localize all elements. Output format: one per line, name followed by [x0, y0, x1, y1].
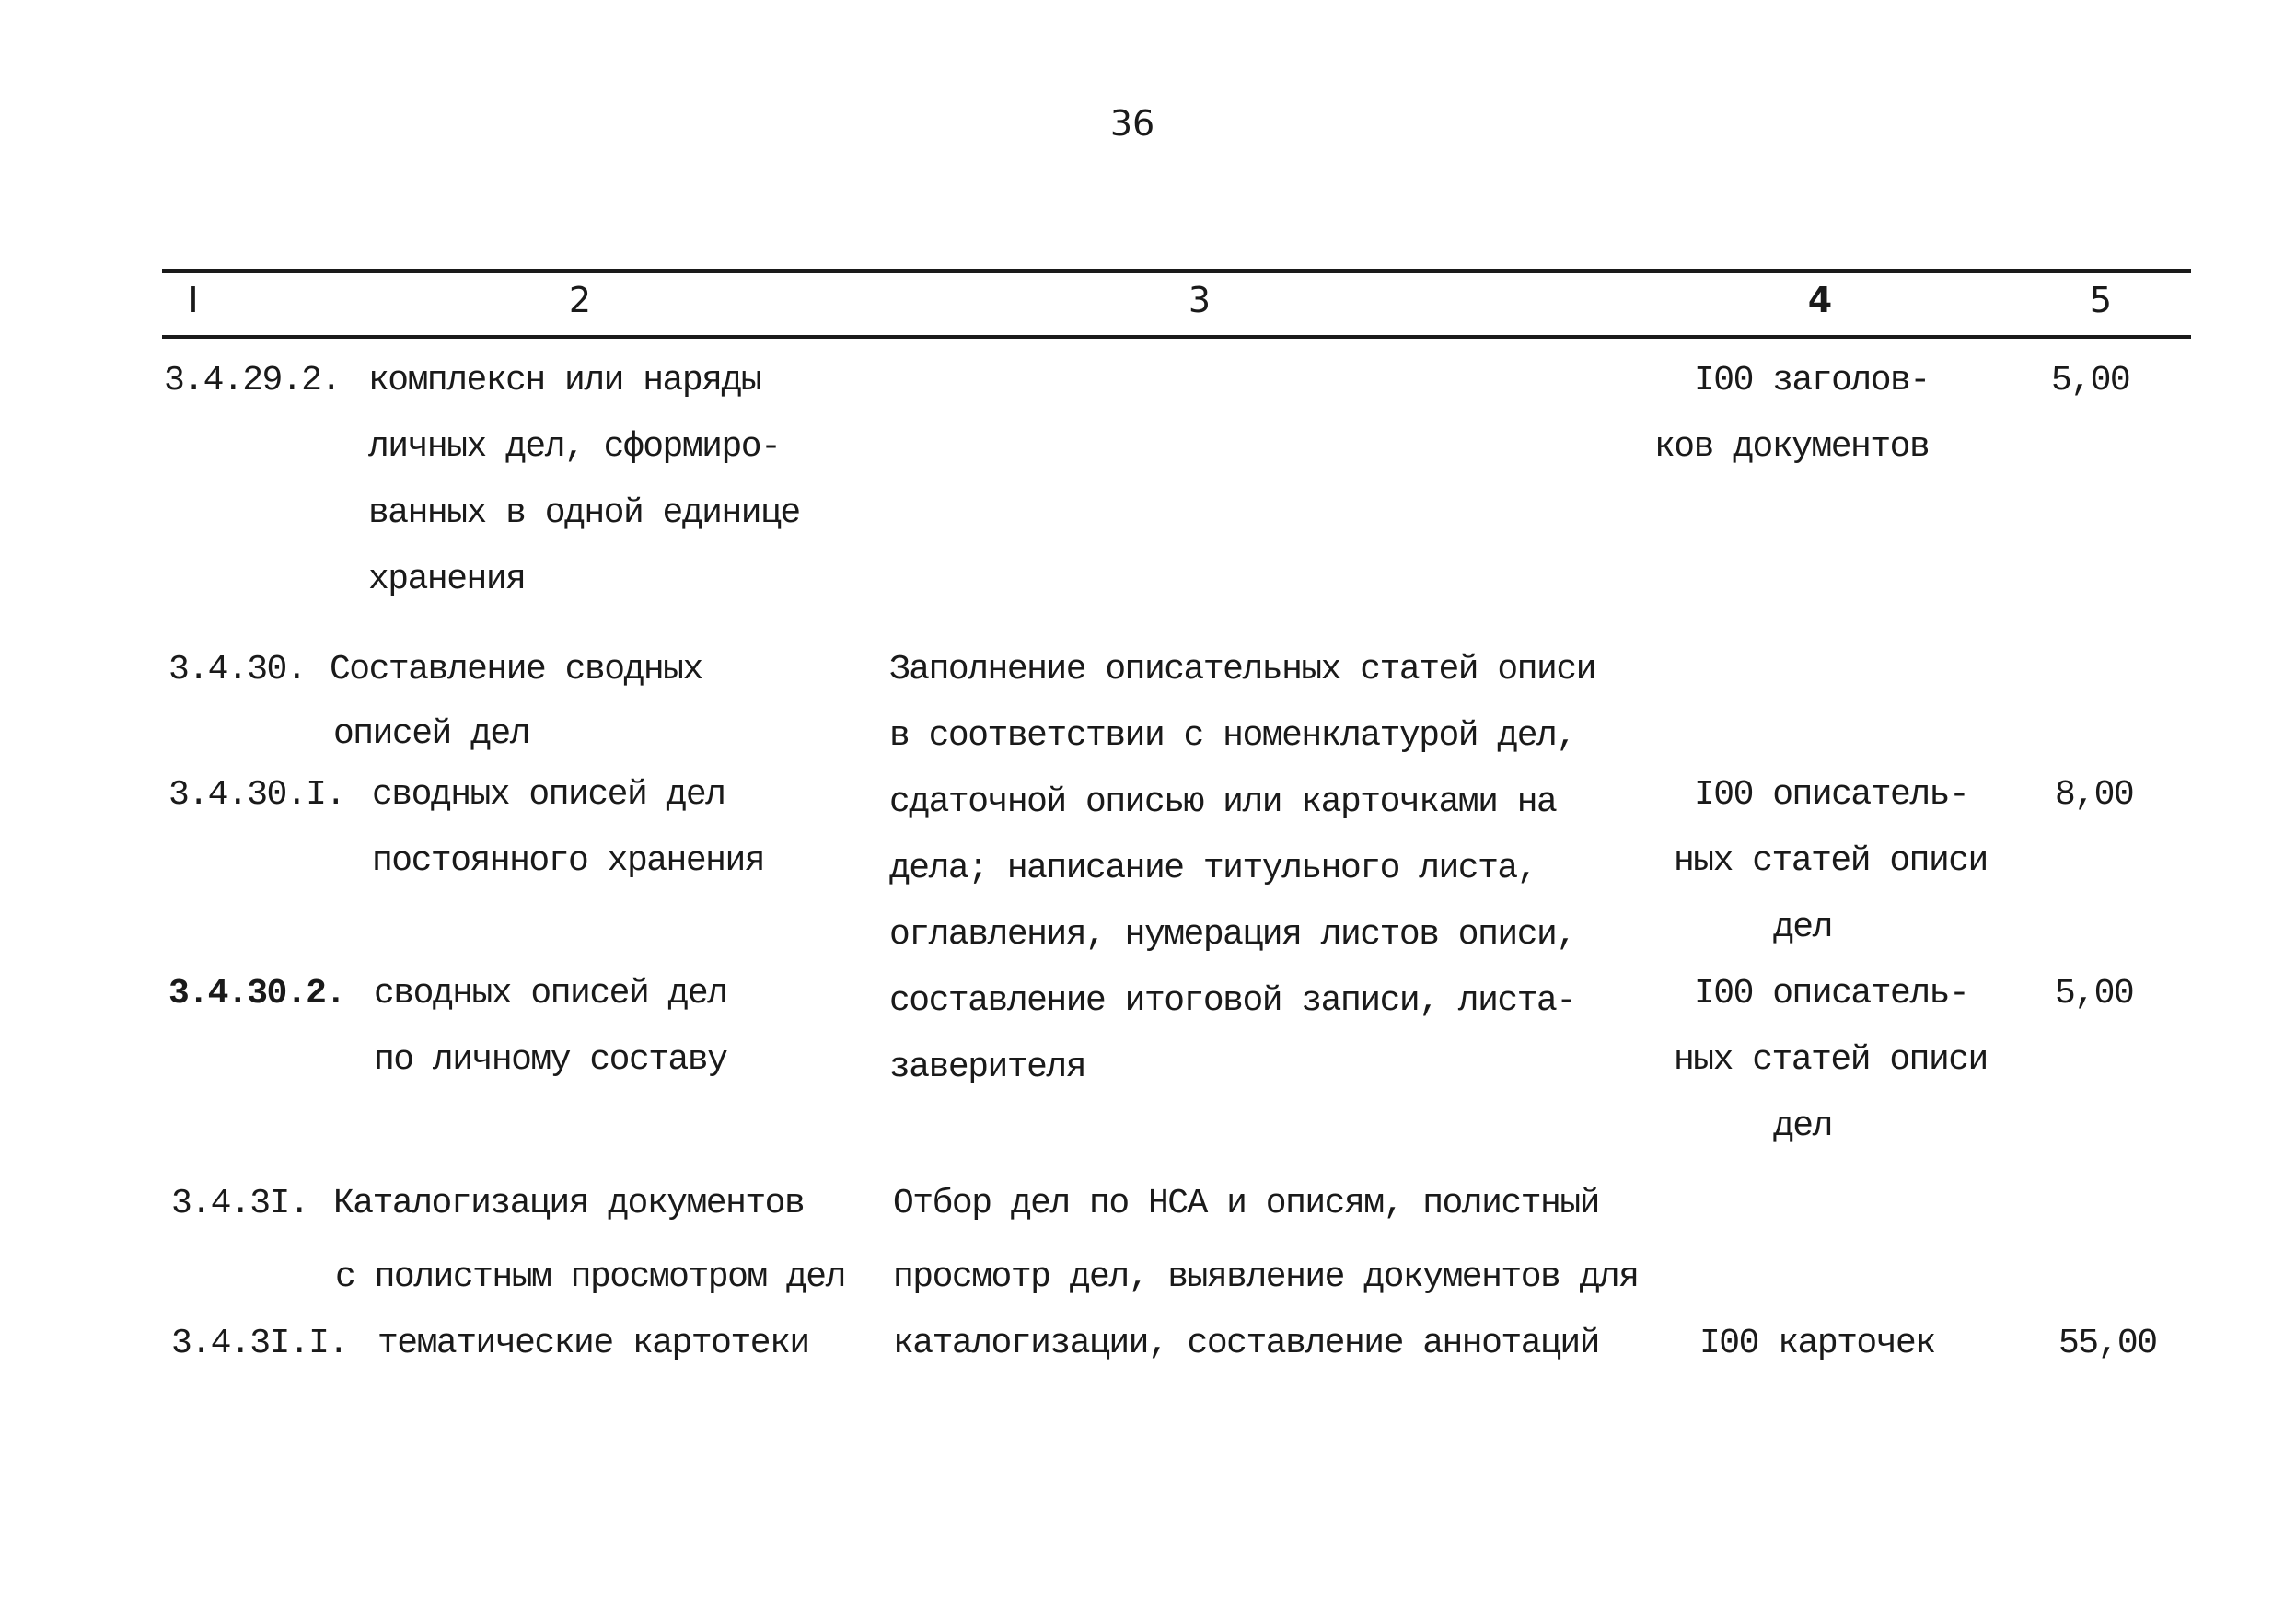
- row-name-line: ванных в одной единице: [368, 493, 800, 533]
- row-number-3-4-30-2: 3.4.30.2.: [168, 974, 345, 1013]
- row-description-line: каталогизации, составление аннотаций: [893, 1324, 1599, 1363]
- row-unit-line: I00 карточек: [1699, 1324, 1935, 1363]
- row-unit-line: ков документов: [1654, 427, 1930, 467]
- row-description-line: дела; написание титульного листа,: [889, 849, 1537, 888]
- row-description-line: составление итоговой записи, листа-: [889, 981, 1576, 1021]
- row-name-line: Каталогизация документов: [333, 1184, 805, 1223]
- row-unit-line: I00 описатель-: [1694, 775, 1969, 815]
- row-name-line: хранения: [368, 560, 526, 599]
- row-number-3-4-31: 3.4.3I.: [171, 1184, 309, 1223]
- column-header-2: 2: [568, 280, 592, 320]
- row-number-3-4-30-1: 3.4.30.I.: [168, 775, 345, 815]
- row-number-3-4-29-2: 3.4.29.2.: [164, 361, 341, 400]
- row-number-3-4-30: 3.4.30.: [168, 650, 307, 689]
- row-description-line: Отбор дел по НСА и описям, полистный: [893, 1184, 1599, 1223]
- row-name-line: тематические картотеки: [377, 1324, 809, 1363]
- column-header-1: I: [188, 280, 199, 320]
- row-unit-line: дел: [1773, 908, 1832, 947]
- row-name-line: комплексн или наряды: [368, 361, 761, 400]
- column-header-3: 3: [1188, 280, 1212, 320]
- row-name-line: сводных описей дел: [372, 775, 725, 815]
- row-value: 5,00: [2055, 974, 2134, 1013]
- column-header-4: 4: [1807, 280, 1833, 320]
- row-description-line: сдаточной описью или карточками на: [889, 782, 1557, 822]
- table-header-rule: [162, 335, 2191, 339]
- row-unit-line: I00 описатель-: [1694, 974, 1969, 1013]
- row-name-line: постоянного хранения: [372, 841, 765, 881]
- row-description-line: просмотр дел, выявление документов для: [893, 1257, 1639, 1297]
- row-name-line: сводных описей дел: [374, 974, 727, 1013]
- row-name-line: с полистным просмотром дел: [335, 1257, 845, 1297]
- row-name-line: по личному составу: [374, 1040, 727, 1080]
- row-number-3-4-31-1: 3.4.3I.I.: [171, 1324, 348, 1363]
- page-number: 36: [1109, 103, 1155, 144]
- row-value: 8,00: [2055, 775, 2134, 815]
- row-description-line: в соответствии с номенклатурой дел,: [889, 716, 1576, 756]
- row-description-line: Заполнение описательных статей описи: [889, 650, 1595, 689]
- column-header-5: 5: [2089, 280, 2113, 320]
- row-unit-line: ных статей описи: [1674, 841, 1988, 881]
- row-unit-line: ных статей описи: [1674, 1040, 1988, 1080]
- row-unit-line: дел: [1773, 1106, 1832, 1146]
- row-description-line: заверителя: [889, 1048, 1086, 1087]
- row-name-line: Составление сводных: [330, 650, 702, 689]
- row-value: 5,00: [2051, 361, 2130, 400]
- row-description-line: оглавления, нумерация листов описи,: [889, 915, 1576, 955]
- row-unit-line: I00 заголов-: [1694, 361, 1930, 400]
- table-top-rule: [162, 269, 2191, 273]
- row-value: 55,00: [2058, 1324, 2157, 1363]
- row-name-line: описей дел: [333, 714, 530, 754]
- row-name-line: личных дел, сформиро-: [368, 427, 781, 467]
